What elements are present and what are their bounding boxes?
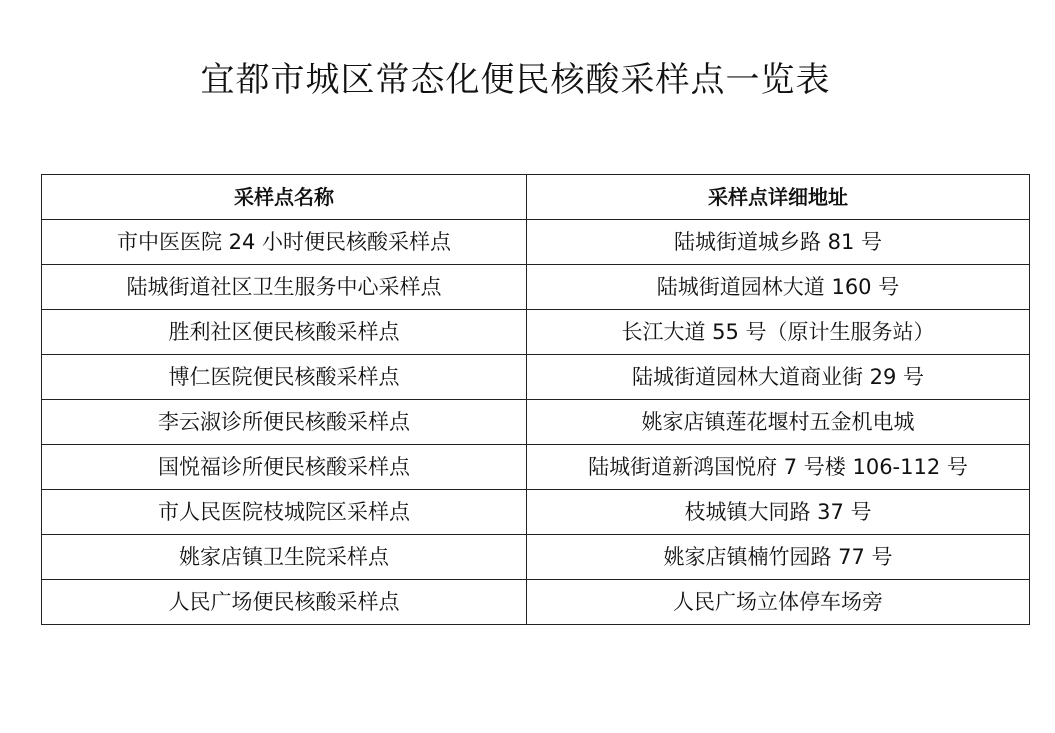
site-address-cell: 陆城街道园林大道商业街 29 号 — [527, 355, 1030, 400]
site-address-cell: 姚家店镇楠竹园路 77 号 — [527, 535, 1030, 580]
site-address-cell: 人民广场立体停车场旁 — [527, 580, 1030, 625]
site-name-cell: 市人民医院枝城院区采样点 — [42, 490, 527, 535]
table-row — [42, 400, 1030, 445]
site-address-cell: 枝城镇大同路 37 号 — [527, 490, 1030, 535]
site-name-cell: 陆城街道社区卫生服务中心采样点 — [42, 265, 527, 310]
site-name-cell: 姚家店镇卫生院采样点 — [42, 535, 527, 580]
site-name-cell: 博仁医院便民核酸采样点 — [42, 355, 527, 400]
site-address-cell: 长江大道 55 号（原计生服务站） — [527, 310, 1030, 355]
document-title: 宜都市城区常态化便民核酸采样点一览表 — [200, 60, 831, 100]
table-row — [42, 310, 1030, 355]
table-row — [42, 490, 1030, 535]
table-row — [42, 220, 1030, 265]
site-address-cell: 陆城街道新鸿国悦府 7 号楼 106-112 号 — [527, 445, 1030, 490]
table-row — [42, 445, 1030, 490]
site-name-cell: 国悦福诊所便民核酸采样点 — [42, 445, 527, 490]
site-name-cell: 胜利社区便民核酸采样点 — [42, 310, 527, 355]
table-row — [42, 580, 1030, 625]
table-row — [42, 265, 1030, 310]
site-name-cell: 人民广场便民核酸采样点 — [42, 580, 527, 625]
table-row — [42, 355, 1030, 400]
site-address-cell: 陆城街道园林大道 160 号 — [527, 265, 1030, 310]
column-header-site-name: 采样点名称 — [42, 175, 527, 220]
site-address-cell: 陆城街道城乡路 81 号 — [527, 220, 1030, 265]
site-name-cell: 市中医医院 24 小时便民核酸采样点 — [42, 220, 527, 265]
table-row — [42, 535, 1030, 580]
column-header-site-address: 采样点详细地址 — [527, 175, 1030, 220]
table-header-row — [42, 175, 1030, 220]
site-address-cell: 姚家店镇莲花堰村五金机电城 — [527, 400, 1030, 445]
site-name-cell: 李云淑诊所便民核酸采样点 — [42, 400, 527, 445]
sampling-sites-table — [41, 174, 1030, 625]
